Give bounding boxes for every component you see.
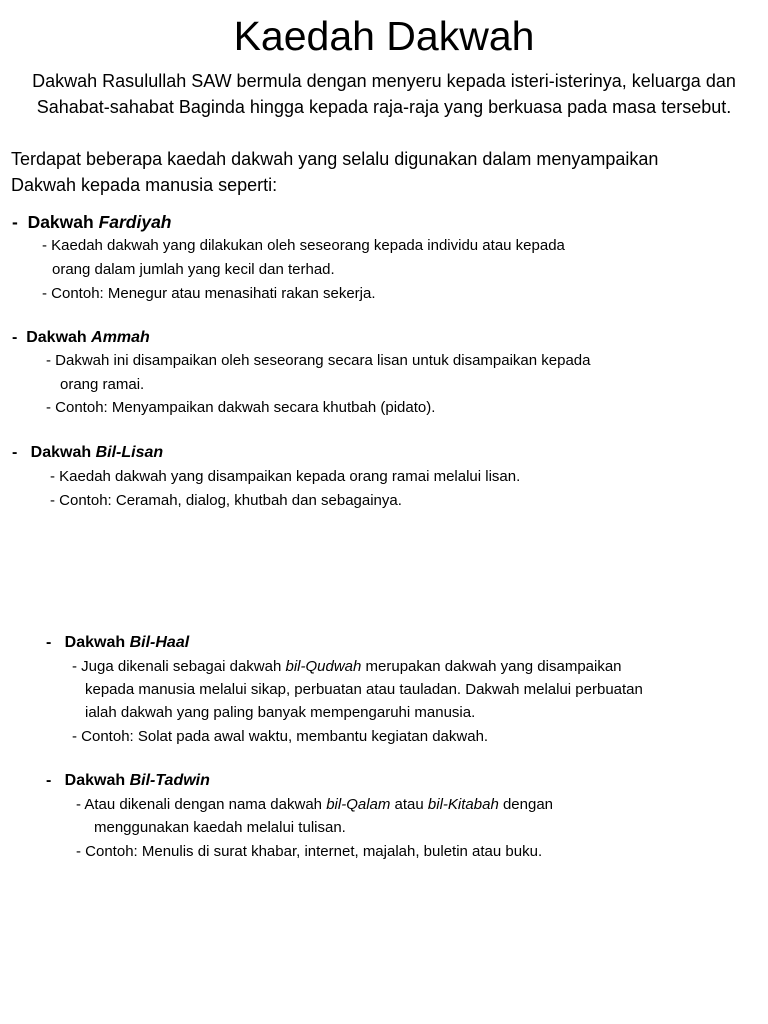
bil-haal-line-3: ialah dakwah yang paling banyak mempengaruhi manusia. — [85, 704, 476, 721]
italic-term: bil-Kitabah — [427, 796, 499, 813]
lead-line-1: Terdapat beberapa kaedah dakwah yang selalu digunakan dalam menyampaikan — [11, 149, 659, 169]
heading-italic: Ammah — [91, 329, 150, 346]
heading-italic: Bil-Haal — [129, 634, 190, 651]
page-title: Kaedah Dakwah — [233, 13, 535, 59]
italic-term: bil-Qalam — [326, 796, 391, 813]
ammah-line-3: - Contoh: Menyampaikan dakwah secara khutbah (pidato). — [46, 399, 436, 416]
bil-haal-line-1 — [72, 656, 622, 678]
bil-lisan-line-1: - Kaedah dakwah yang disampaikan kepada orang ramai melalui lisan. — [50, 468, 521, 485]
bil-tadwin-line-2: menggunakan kaedah melalui tulisan. — [94, 819, 346, 836]
bil-haal-line-2: kepada manusia melalui sikap, perbuatan atau tauladan. Dakwah melalui perbuatan — [85, 681, 643, 698]
line-text: - Juga dikenali sebagai dakwah — [72, 658, 286, 675]
heading-text: Dakwah — [64, 772, 130, 789]
lead-line-2: Dakwah kepada manusia seperti: — [11, 175, 278, 195]
intro-line-1: Dakwah Rasulullah SAW bermula dengan menyeru kepada isteri-isterinya, keluarga dan — [32, 71, 736, 91]
heading-italic: Bil-Lisan — [95, 444, 164, 461]
heading-bullet: - — [46, 634, 52, 651]
heading-text: Dakwah — [26, 329, 92, 346]
heading-italic: Bil-Tadwin — [129, 772, 210, 789]
fardiyah-line-2: orang dalam jumlah yang kecil dan terhad. — [52, 261, 335, 278]
line-text: atau — [390, 796, 428, 813]
line-text: - Atau dikenali dengan nama dakwah — [76, 796, 327, 813]
heading-bullet: - — [12, 212, 18, 232]
heading-text: Dakwah — [27, 212, 99, 232]
heading-bil-tadwin — [46, 770, 210, 792]
heading-bullet: - — [12, 444, 18, 461]
ammah-line-1: - Dakwah ini disampaikan oleh seseorang secara lisan untuk disampaikan kepada — [46, 352, 591, 369]
fardiyah-line-1: - Kaedah dakwah yang dilakukan oleh seseorang kepada individu atau kepada — [42, 237, 565, 254]
heading-ammah — [12, 327, 150, 349]
heading-italic: Fardiyah — [98, 212, 172, 232]
intro-line-2: Sahabat-sahabat Baginda hingga kepada raja-raja yang berkuasa pada masa tersebut. — [36, 97, 732, 117]
bil-tadwin-line-1 — [76, 794, 553, 816]
heading-fardiyah — [12, 211, 172, 233]
heading-text: Dakwah — [30, 444, 96, 461]
line-text: dengan — [498, 796, 554, 813]
heading-bil-haal — [46, 632, 189, 654]
bil-lisan-line-2: - Contoh: Ceramah, dialog, khutbah dan sebagainya. — [50, 492, 402, 509]
heading-bullet: - — [12, 329, 18, 346]
heading-text: Dakwah — [64, 634, 130, 651]
ammah-line-2: orang ramai. — [60, 376, 145, 393]
line-text: merupakan dakwah yang disampaikan — [361, 658, 622, 675]
fardiyah-line-3: - Contoh: Menegur atau menasihati rakan sekerja. — [42, 285, 376, 302]
heading-bullet: - — [46, 772, 52, 789]
bil-haal-line-4: - Contoh: Solat pada awal waktu, membantu kegiatan dakwah. — [72, 728, 489, 745]
bil-tadwin-line-3: - Contoh: Menulis di surat khabar, internet, majalah, buletin atau buku. — [76, 843, 543, 860]
heading-bil-lisan — [12, 442, 163, 464]
italic-term: bil-Qudwah — [285, 658, 362, 675]
